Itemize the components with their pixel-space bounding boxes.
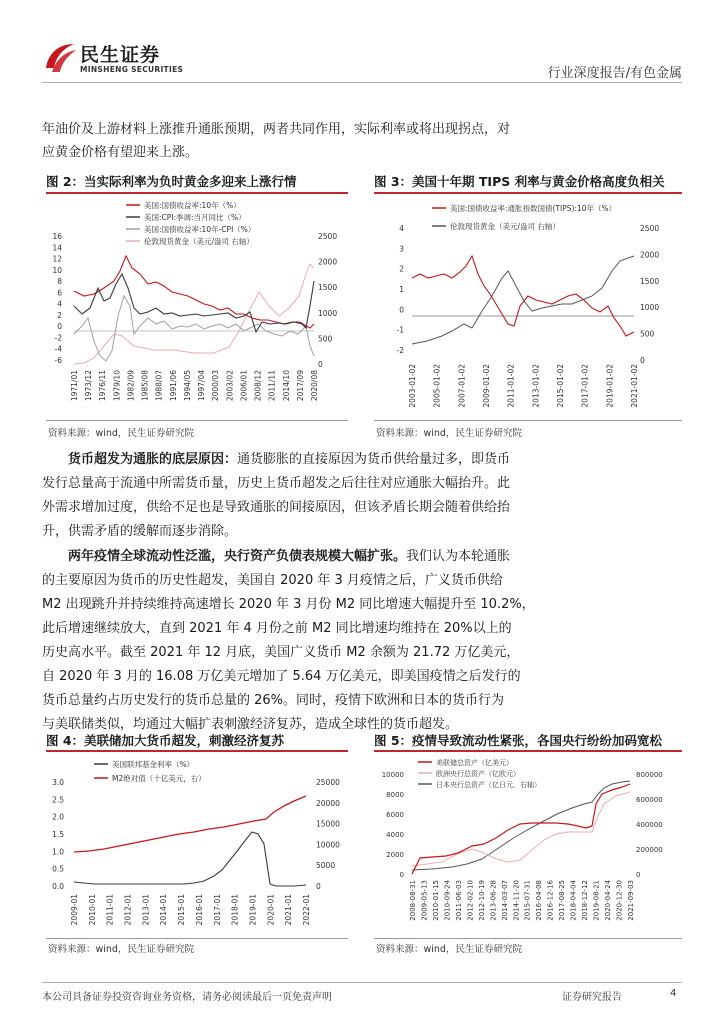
- fig2-x-tick: 1997/04: [197, 370, 207, 402]
- fig4-x-ticks: [70, 894, 311, 926]
- fig5-x-tick: 2010-01-15: [431, 880, 440, 921]
- fig4-y-left-tick: 3.0: [52, 778, 64, 787]
- fig4-title-rule: [46, 750, 348, 752]
- fig2-y-left-tick: 12: [52, 254, 62, 264]
- body-p1-line-1: [42, 448, 682, 471]
- fig5-y-left: [382, 771, 404, 879]
- fig4-y-right-tick: 0: [316, 882, 321, 891]
- fig5-y-left-tick: 8000: [386, 791, 404, 799]
- fig4-y-right-tick: 25000: [316, 778, 340, 787]
- fig4-x-tick: 2016-01: [194, 894, 204, 926]
- fig3-x-tick: 2013-01-02: [531, 364, 541, 408]
- fig5-x-tick: 2012-10-19: [477, 880, 486, 921]
- fig3-y-left-tick: 3: [399, 244, 404, 254]
- fig3-x-tick: 2007-01-02: [457, 364, 467, 408]
- fig5-y-left-tick: 0: [399, 871, 404, 879]
- fig3-y-left-tick: 2: [399, 264, 404, 274]
- body-p2-text-1: 我们认为本轮通胀: [406, 549, 511, 564]
- fig3-y-left-tick: 1: [399, 285, 404, 294]
- fig2-legend-4: 伦敦现货黄金（美元/盎司 右轴）: [144, 237, 254, 246]
- body-p2-line-5: 历史高水平。截至 2021 年 12 月底，美国广义货币 M2 余额为 21.72 万亿美元，: [42, 645, 520, 660]
- fig3-x-tick: 2019-01-02: [605, 364, 615, 408]
- fig4-m2-line: [74, 796, 306, 852]
- fig2-title: 图 2：当实际利率为负时黄金多迎来上涨行情: [46, 174, 297, 189]
- fig2-y-left-tick: 14: [52, 243, 62, 253]
- intro-line-1: 年油价及上游材料上涨推升通胀预期，两者共同作用，实际利率或将出现拐点，对: [42, 122, 511, 137]
- fig3-legend-2: 伦敦现货黄金（美元/盎司 右轴）: [450, 222, 560, 231]
- fig2-x-tick: 2011/11: [267, 370, 277, 402]
- fig3-x-ticks: [408, 364, 639, 408]
- fig2-x-tick: 1991/06: [168, 370, 178, 402]
- page-number: 4: [670, 988, 677, 999]
- fig5-chart: [372, 754, 684, 938]
- fig2-y-left-tick: 16: [52, 232, 62, 241]
- fig2-source: 资料来源：wind，民生证券研究院: [48, 428, 194, 439]
- fig4-x-tick: 2009-01: [70, 894, 79, 926]
- fig3-x-tick: 2005-01-02: [432, 364, 442, 408]
- fig2-x-tick: 2020/08: [310, 370, 319, 402]
- fig3-x-tick: 2015-01-02: [556, 364, 565, 408]
- minsheng-logo-icon: [42, 40, 78, 76]
- fig5-x-tick: 2015-07-31: [523, 880, 532, 921]
- fig5-legend-3: 日本央行总资产（亿日元，右轴）: [436, 781, 541, 789]
- fig5-x-tick: 2014-03-07: [500, 880, 509, 921]
- fig2-x-tick: 2014/10: [281, 370, 291, 402]
- fig5-y-right-tick: 800000: [636, 771, 663, 779]
- fig2-chart: [44, 196, 350, 420]
- fig4-chart: [44, 754, 350, 938]
- fig2-cpi-line: [74, 296, 314, 361]
- fig5-x-tick: 2020-04-24: [604, 880, 613, 921]
- fig5-x-tick: 2014-11-20: [512, 880, 521, 921]
- footer-disclaimer: 本公司具备证券投资咨询业务资格，请务必阅读最后一页免责声明: [42, 992, 332, 1003]
- header-divider: [42, 82, 682, 83]
- fig5-legend-1: 美联储总资产（亿美元）: [436, 759, 513, 767]
- fig4-legend-1: 美国联邦基金利率（%）: [112, 760, 195, 769]
- fig4-y-left-tick: 0.0: [52, 882, 64, 891]
- fig2-title-rule: [46, 192, 348, 194]
- fig5-source: 资料来源：wind，民生证券研究院: [376, 944, 522, 955]
- fig3-x-tick: 2021-01-02: [630, 364, 639, 408]
- fig4-y-right-tick: 5000: [316, 861, 336, 871]
- fig4-y-left: [52, 778, 64, 891]
- fig2-y-left-tick: 4: [57, 299, 62, 309]
- fig5-bottom-rule: [374, 938, 682, 939]
- body-p2-line-1: [42, 545, 682, 568]
- fig2-y-left-tick: 6: [57, 288, 62, 298]
- fig5-x-tick: 2018-04-04: [569, 880, 578, 921]
- fig4-y-right-tick: 15000: [316, 819, 340, 829]
- fig5-ecb-line: [412, 792, 630, 866]
- body-p1-line-3: 外需求增加过度，供给不足也是导致通胀的间接原因，但该矛盾长期会随着供给抬: [42, 500, 511, 515]
- fig5-x-tick: 2016-12-16: [546, 880, 555, 921]
- fig3-x-tick: 2011-01-02: [506, 364, 516, 408]
- fig3-y-right-tick: 2000: [640, 250, 660, 260]
- fig2-y-right-tick: 500: [318, 334, 333, 344]
- fig4-legend-2: M2绝对值（十亿美元，右）: [112, 774, 206, 783]
- fig4-x-tick: 2018-01: [230, 894, 240, 926]
- fig2-x-tick: 1976/11: [98, 370, 108, 402]
- body-p1-line-4: 升，供需矛盾的缓解而逐步消除。: [42, 524, 238, 539]
- fig5-y-right-tick: 400000: [636, 821, 663, 829]
- fig4-x-tick: 2020-01: [266, 894, 276, 926]
- fig2-x-tick: 1982/09: [126, 370, 136, 402]
- fig4-y-right-tick: 10000: [316, 840, 340, 850]
- fig5-y-right: [636, 771, 663, 879]
- fig2-y-left-tick: 10: [52, 265, 62, 275]
- fig2-x-tick: 2003/02: [225, 370, 235, 402]
- fig3-x-tick: 2003-01-02: [408, 364, 417, 408]
- fig5-title: 图 5：疫情导致流动性紧张，各国央行纷纷加码宽松: [374, 733, 663, 748]
- fig2-x-tick: 1973/12: [84, 370, 94, 402]
- fig4-x-tick: 2011-01: [105, 894, 115, 926]
- body-p2-line-3: M2 出现跳升并持续维持高速增长 2020 年 3 月份 M2 同比增速大幅提升至 10.2%，: [42, 597, 535, 612]
- fig2-x-ticks: [70, 370, 319, 401]
- fig4-x-tick: 2013-01: [141, 894, 151, 926]
- fig3-bottom-rule: [374, 420, 682, 421]
- fig2-x-tick: 2017/09: [295, 370, 305, 402]
- fig4-x-tick: 2021-01: [284, 894, 294, 926]
- fig2-x-tick: 1994/05: [182, 370, 192, 402]
- fig3-y-left-tick: 4: [399, 224, 404, 233]
- fig3-x-tick: 2009-01-02: [482, 364, 491, 408]
- fig3-chart: [372, 196, 684, 420]
- fig2-y-right-tick: 1500: [318, 283, 338, 293]
- fig4-y-right: [316, 778, 340, 891]
- logo: [42, 40, 202, 80]
- fig5-y-left-tick: 4000: [386, 831, 404, 839]
- fig5-x-tick: 2019-08-21: [592, 880, 601, 921]
- fig3-y-right-tick: 500: [640, 329, 655, 339]
- body-p2-line-2: 的主要原因为货币的历史性超发，美国自 2020 年 3 月疫情之后，广义货币供给: [42, 573, 503, 588]
- fig5-y-left-tick: 2000: [386, 851, 404, 859]
- fig2-y-right: [318, 232, 337, 369]
- body-p2-bold: 两年疫情全球流动性泛滥，央行资产负债表规模大幅扩张。: [68, 549, 407, 564]
- fig5-x-tick: 2009-05-13: [420, 880, 429, 921]
- fig4-y-left-tick: 0.5: [52, 864, 64, 874]
- body-p2-line-4: 此后增速继续放大，直到 2021 年 4 月份之前 M2 同比增速均维持在 20%以上的: [42, 621, 512, 636]
- body-p1-line-2: 发行总量高于流通中所需货币量，历史上货币超发之后往往对应通胀大幅抬升。此: [42, 476, 511, 491]
- fig3-source: 资料来源：wind，民生证券研究院: [376, 428, 522, 439]
- fig2-x-tick: 2008/12: [253, 370, 263, 402]
- fig5-title-rule: [374, 750, 682, 752]
- fig3-title-rule: [374, 192, 682, 194]
- logo-cn-text: 民生证券: [80, 44, 161, 66]
- fig2-y-left-tick: -4: [54, 344, 62, 354]
- fig3-legend-1: 美国:国债收益率:通胀指数国债(TIPS):10年（%）: [450, 204, 617, 213]
- fig2-y-left-tick: 8: [57, 277, 62, 287]
- fig4-x-tick: 2015-01: [177, 894, 187, 926]
- fig2-legend-1: 美国:国债收益率:10年（%）: [144, 201, 241, 210]
- fig2-yield-line: [74, 256, 314, 328]
- fig2-y-right-tick: 2000: [318, 257, 338, 267]
- fig2-legend-3: 美国:国债收益率:10年-CPI（%）: [144, 225, 256, 234]
- report-category: 行业深度报告/有色金属: [547, 66, 682, 81]
- footer-report-type: 证券研究报告: [562, 992, 622, 1003]
- fig2-x-tick: 1971/01: [70, 370, 79, 402]
- fig4-y-right-tick: 20000: [316, 798, 340, 808]
- fig5-y-left-tick: 6000: [386, 811, 404, 819]
- fig5-x-tick: 2008-08-31: [409, 880, 417, 921]
- body-p2-line-8: 与美联储类似，均通过大幅扩表刺激经济复苏，造成全球性的货币超发。: [42, 717, 459, 732]
- fig4-bottom-rule: [46, 938, 348, 939]
- intro-line-2: 应黄金价格有望迎来上涨。: [42, 145, 199, 160]
- fig4-y-left-tick: 1.5: [52, 830, 64, 839]
- fig3-y-right: [640, 224, 659, 365]
- fig5-y-right-tick: 600000: [636, 796, 663, 804]
- fig5-x-tick: 2018-12-12: [581, 880, 590, 921]
- fig2-y-right-tick: 1000: [318, 308, 338, 318]
- fig4-x-tick: 2012-01: [123, 894, 133, 926]
- fig4-y-left-tick: 1.0: [52, 847, 64, 857]
- fig5-y-right-tick: 0: [636, 871, 641, 879]
- fig3-tips-line: [412, 256, 634, 336]
- fig2-y-right-tick: 2500: [318, 232, 338, 241]
- fig2-bottom-rule: [46, 420, 348, 421]
- fig5-x-tick: 2010-09-24: [443, 880, 452, 921]
- fig4-x-tick: 2022-01: [302, 894, 311, 926]
- body-p1-bold: 货币超发为通胀的底层原因：: [68, 452, 238, 467]
- fig5-x-tick: 2021-09-03: [627, 880, 635, 921]
- fig5-x-tick: 2017-08-25: [558, 880, 567, 921]
- fig2-cpi-yoy-line: [74, 274, 314, 332]
- fig2-y-right-tick: 0: [318, 360, 323, 369]
- fig4-x-tick: 2010-01: [87, 894, 97, 926]
- body-p2-line-6: 自 2020 年 3 月的 16.08 万亿美元增加了 5.64 万亿美元，即美国疫情之后发行的: [42, 669, 521, 684]
- fig2-y-left-tick: -6: [54, 356, 62, 365]
- fig5-y-left-tick: 10000: [381, 771, 404, 779]
- fig3-title: 图 3：美国十年期 TIPS 利率与黄金价格高度负相关: [374, 174, 665, 189]
- body-p2-line-7: 货币总量约占历史发行的货币总量的 26%。同时，疫情下欧洲和日本的货币行为: [42, 693, 505, 708]
- fig2-x-tick: 1988/07: [154, 370, 164, 402]
- fig2-x-tick: 1979/10: [112, 370, 122, 402]
- fig2-y-left-tick: 2: [57, 310, 62, 320]
- fig3-y-right-tick: 1000: [640, 303, 660, 313]
- fig3-y-left: [397, 224, 405, 355]
- body-p1-text-1: 通货膨胀的直接原因为货币供给量过多，即货币: [237, 452, 511, 467]
- fig5-x-ticks: [409, 879, 635, 920]
- fig3-y-left-tick: -2: [396, 346, 404, 355]
- fig4-title: 图 4：美联储加大货币超发，刺激经济复苏: [46, 733, 285, 748]
- fig3-x-tick: 2017-01-02: [580, 364, 590, 408]
- fig5-x-tick: 2020-12-30: [615, 880, 624, 921]
- fig2-x-tick: 1985/08: [140, 370, 150, 402]
- fig5-x-tick: 2016-04-08: [535, 880, 544, 921]
- fig2-x-tick: 2006/01: [239, 370, 249, 402]
- fig3-y-right-tick: 2500: [640, 224, 660, 233]
- fig4-rate-line: [74, 832, 306, 886]
- fig3-y-right-tick: 1500: [640, 276, 660, 286]
- fig3-y-left-tick: 0: [399, 305, 404, 315]
- fig2-y-left: [52, 232, 62, 365]
- fig4-x-tick: 2017-01: [212, 894, 222, 926]
- fig5-x-tick: 2011-06-03: [454, 880, 463, 921]
- fig2-x-tick: 2000/03: [211, 370, 221, 402]
- fig2-y-left-tick: 0: [57, 322, 62, 332]
- fig5-x-tick: 2013-06-28: [489, 880, 498, 921]
- fig2-y-left-tick: -2: [54, 333, 62, 343]
- fig5-x-tick: 2012-02-10: [466, 880, 475, 921]
- fig3-y-left-tick: -1: [396, 325, 404, 335]
- logo-en-text: MINSHENG SECURITIES: [80, 65, 184, 74]
- fig5-y-right-tick: 200000: [636, 846, 663, 854]
- fig3-gold-line: [412, 256, 634, 344]
- fig4-x-tick: 2019-01: [248, 894, 258, 926]
- fig4-y-left-tick: 2.0: [52, 812, 64, 822]
- fig2-legend-2: 美国:CPI:季调:当月同比（%）: [144, 213, 246, 222]
- fig3-y-right-tick: 0: [640, 356, 645, 365]
- fig4-source: 资料来源：wind，民生证券研究院: [48, 944, 194, 955]
- fig4-x-tick: 2014-01: [159, 894, 169, 926]
- footer-divider: [42, 982, 682, 983]
- fig5-legend-2: 欧洲央行总资产（亿欧元）: [436, 770, 520, 778]
- fig4-y-left-tick: 2.5: [52, 795, 64, 805]
